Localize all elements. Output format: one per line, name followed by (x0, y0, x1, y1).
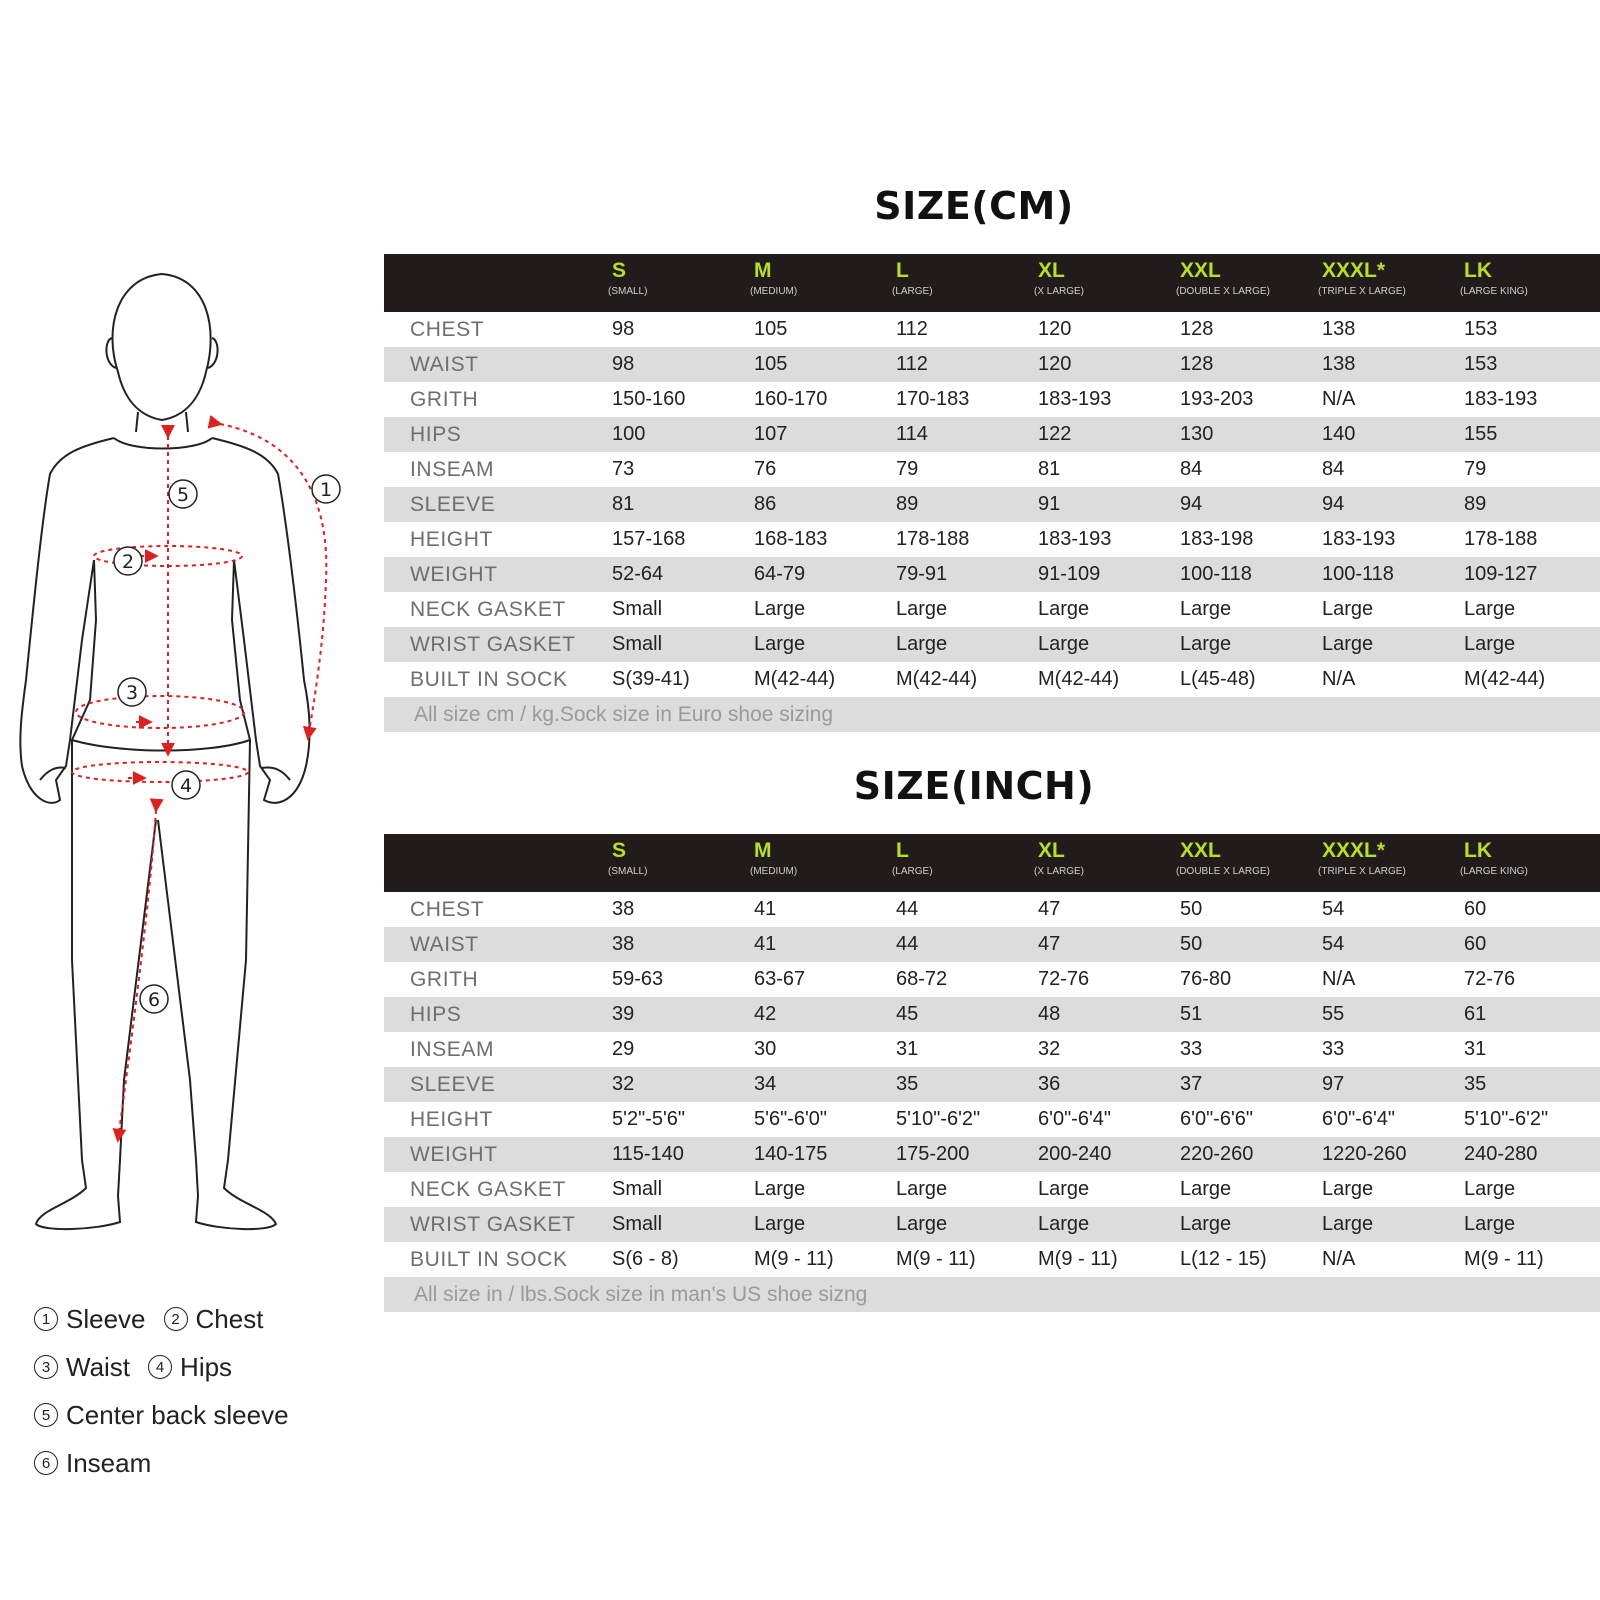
table-row (384, 627, 1600, 662)
legend-number: 2 (164, 1307, 188, 1331)
table-cell: 107 (754, 417, 896, 452)
table-cell: 183-198 (1180, 528, 1254, 550)
table-cell: 54 (1322, 898, 1345, 920)
table-cell: 50 (1180, 927, 1322, 962)
table-cell: 32 (1038, 1038, 1061, 1060)
size-header-xl (1034, 834, 1180, 892)
size-description: (MEDIUM) (750, 866, 798, 877)
table-row (384, 927, 1600, 962)
table-cell: Large (1464, 598, 1516, 620)
size-code: LK (1464, 259, 1492, 282)
table-cell: 59-63 (612, 968, 664, 990)
table-cell: 150-160 (612, 388, 686, 410)
table-row (384, 312, 1600, 347)
table-row (384, 997, 1600, 1032)
table-cell: 178-188 (896, 528, 970, 550)
size-description: (TRIPLE X LARGE) (1318, 286, 1406, 297)
legend-label: Inseam (66, 1447, 152, 1478)
table-cell: 39 (612, 997, 754, 1032)
size-cm-title: SIZE(CM) (874, 184, 1074, 228)
table-cell: N/A (1322, 968, 1356, 990)
size-code: XXL (1180, 259, 1221, 282)
size-code: M (754, 259, 772, 282)
table-cell: 89 (1464, 487, 1600, 522)
row-label: BUILT IN SOCK (410, 1247, 568, 1271)
table-cell: Large (896, 598, 948, 620)
legend-item-inseam (34, 1448, 151, 1479)
legend-label: Sleeve (66, 1303, 146, 1334)
row-label: HIPS (384, 417, 612, 452)
size-inch-table (384, 834, 1600, 1312)
table-cell: 76-80 (1180, 968, 1232, 990)
header-empty-cell (384, 834, 612, 892)
size-description: (TRIPLE X LARGE) (1318, 866, 1406, 877)
table-cell: 33 (1180, 1038, 1203, 1060)
table-cell: 175-200 (896, 1137, 1038, 1172)
table-cell: 114 (896, 417, 1038, 452)
table-cell: 94 (1322, 487, 1464, 522)
table-cell: 6'0"-6'4" (1322, 1108, 1395, 1130)
size-description: (X LARGE) (1034, 286, 1085, 297)
table-cell: 168-183 (754, 528, 828, 550)
table-cell: 31 (1464, 1038, 1487, 1060)
table-cell: Large (1038, 1178, 1090, 1200)
size-description: (X LARGE) (1034, 866, 1085, 877)
table-cell: 29 (612, 1038, 635, 1060)
table-cell: Large (1180, 627, 1322, 662)
table-cell: 79-91 (896, 557, 1038, 592)
table-cell: Small (612, 1207, 754, 1242)
marker-waist: 3 (125, 682, 139, 704)
table-cell: Large (896, 1207, 1038, 1242)
legend-item-sleeve (34, 1304, 146, 1335)
table-cell: 44 (896, 898, 919, 920)
table-cell: 89 (896, 487, 1038, 522)
size-header-l (892, 834, 1038, 892)
table-cell: 183-193 (1464, 388, 1538, 410)
table-cell: M(9 - 11) (754, 1248, 834, 1270)
legend-item-center-back-sleeve (34, 1400, 289, 1431)
table-row (384, 592, 1600, 627)
table-cell: Large (754, 1207, 896, 1242)
table-cell: 81 (1038, 458, 1061, 480)
table-cell: 60 (1464, 927, 1600, 962)
table-cell: 86 (754, 487, 896, 522)
table-cell: 51 (1180, 997, 1322, 1032)
table-row (384, 417, 1600, 452)
table-cell: 47 (1038, 898, 1061, 920)
size-header-m (750, 834, 896, 892)
table-cell: 120 (1038, 347, 1180, 382)
table-cell: Large (1038, 627, 1180, 662)
size-header-row (384, 254, 1600, 312)
table-cell: 105 (754, 347, 896, 382)
legend-row (34, 1439, 374, 1487)
table-cell: Large (896, 1178, 948, 1200)
table-cell: M(9 - 11) (1464, 1248, 1544, 1270)
table-cell: 100 (612, 417, 754, 452)
legend-number: 3 (34, 1355, 58, 1379)
table-cell: 160-170 (754, 388, 828, 410)
table-cell: 157-168 (612, 528, 686, 550)
row-label: GRITH (410, 387, 479, 411)
size-code: L (896, 259, 909, 282)
table-cell: 73 (612, 458, 635, 480)
size-description: (SMALL) (608, 866, 648, 877)
table-cell: Large (1038, 598, 1090, 620)
header-empty-cell (384, 254, 612, 312)
table-cell: 5'2"-5'6" (612, 1108, 685, 1130)
table-cell: 79 (896, 458, 919, 480)
table-cell: 50 (1180, 898, 1203, 920)
table-cell: 38 (612, 898, 635, 920)
row-label: CHEST (410, 317, 485, 341)
table-cell: 5'10"-6'2" (1464, 1108, 1549, 1130)
table-cell: M(42-44) (1038, 668, 1120, 690)
table-cell: 112 (896, 318, 928, 340)
table-cell: 193-203 (1180, 388, 1254, 410)
table-cell: 105 (754, 318, 788, 340)
legend-label: Center back sleeve (66, 1399, 289, 1430)
table-cell: 33 (1322, 1038, 1345, 1060)
row-label: NECK GASKET (410, 1177, 566, 1201)
table-row (384, 1172, 1600, 1207)
table-cell: Large (754, 1178, 806, 1200)
size-description: (DOUBLE X LARGE) (1176, 286, 1270, 297)
table-cell: 120 (1038, 318, 1072, 340)
table-cell: 81 (612, 487, 754, 522)
table-cell: 1220-260 (1322, 1137, 1464, 1172)
table-cell: 79 (1464, 458, 1487, 480)
table-cell: 220-260 (1180, 1137, 1322, 1172)
table-row (384, 1137, 1600, 1172)
size-code: XXL (1180, 839, 1221, 862)
table-cell: 100-118 (1180, 557, 1322, 592)
table-cell: Large (1038, 1207, 1180, 1242)
table-cell: Large (1464, 1207, 1600, 1242)
table-cell: Large (1464, 627, 1600, 662)
table-cell: 6'0"-6'4" (1038, 1108, 1111, 1130)
table-cell: 94 (1180, 487, 1322, 522)
marker-center-back-sleeve: 5 (176, 484, 190, 506)
table-cell: 41 (754, 898, 777, 920)
row-label: CHEST (410, 897, 485, 921)
row-label: INSEAM (410, 1037, 495, 1061)
table-cell: 47 (1038, 927, 1180, 962)
table-cell: Large (1180, 1207, 1322, 1242)
table-cell: L(45-48) (1180, 668, 1256, 690)
size-header-s (608, 834, 754, 892)
table-cell: N/A (1322, 1248, 1356, 1270)
table-cell: 98 (612, 318, 635, 340)
table-row (384, 557, 1600, 592)
size-header-xl (1034, 254, 1180, 312)
table-cell: 36 (1038, 1067, 1180, 1102)
table-cell: M(9 - 11) (896, 1248, 976, 1270)
table-cell: 97 (1322, 1067, 1464, 1102)
legend-number: 4 (148, 1355, 172, 1379)
row-label: WEIGHT (384, 1137, 612, 1172)
table-cell: M(42-44) (1464, 668, 1546, 690)
size-code: M (754, 839, 772, 862)
table-cell: Small (612, 1178, 663, 1200)
table-row (384, 382, 1600, 417)
legend-number: 6 (34, 1451, 58, 1475)
table-note: All size in / lbs.Sock size in man's US shoe sizng (384, 1277, 1600, 1312)
table-row (384, 1242, 1600, 1277)
table-cell: Small (612, 627, 754, 662)
table-cell: 31 (896, 1038, 919, 1060)
row-label: NECK GASKET (410, 597, 566, 621)
table-cell: 60 (1464, 898, 1487, 920)
table-cell: 34 (754, 1067, 896, 1102)
table-cell: 240-280 (1464, 1137, 1600, 1172)
size-description: (LARGE) (892, 866, 933, 877)
size-code: S (612, 259, 627, 282)
table-cell: 138 (1322, 347, 1464, 382)
legend-label: Chest (195, 1303, 264, 1334)
marker-sleeve: 1 (319, 479, 333, 501)
table-cell: M(42-44) (754, 668, 836, 690)
size-header-s (608, 254, 754, 312)
table-cell: 45 (896, 997, 1038, 1032)
table-cell: Large (754, 598, 806, 620)
body-measurement-figure (0, 260, 360, 1260)
table-cell: Large (1322, 598, 1374, 620)
table-cell: 115-140 (612, 1137, 754, 1172)
table-cell: 72-76 (1038, 968, 1090, 990)
table-cell: 54 (1322, 927, 1464, 962)
table-cell: 48 (1038, 997, 1180, 1032)
size-description: (MEDIUM) (750, 286, 798, 297)
table-cell: M(9 - 11) (1038, 1248, 1118, 1270)
size-code: XL (1038, 839, 1065, 862)
legend-item-hips (148, 1352, 232, 1383)
table-cell: 41 (754, 927, 896, 962)
table-row (384, 487, 1600, 522)
size-code: S (612, 839, 627, 862)
table-cell: Large (1464, 1178, 1516, 1200)
size-inch-title: SIZE(INCH) (853, 764, 1095, 808)
row-label: SLEEVE (384, 487, 612, 522)
table-cell: 183-193 (1038, 388, 1112, 410)
table-cell: Large (1322, 1178, 1374, 1200)
size-header-lk (1460, 254, 1600, 312)
table-cell: 35 (896, 1067, 1038, 1102)
table-cell: 128 (1180, 318, 1214, 340)
table-cell: 91-109 (1038, 557, 1180, 592)
size-description: (LARGE KING) (1460, 866, 1528, 877)
legend-item-chest (164, 1304, 264, 1335)
table-cell: 84 (1322, 458, 1345, 480)
table-row (384, 1102, 1600, 1137)
table-cell: 35 (1464, 1067, 1600, 1102)
table-cell: N/A (1322, 388, 1356, 410)
row-label: HEIGHT (410, 527, 493, 551)
size-code: L (896, 839, 909, 862)
table-cell: 98 (612, 347, 754, 382)
legend-row (34, 1295, 374, 1343)
marker-hips: 4 (179, 775, 193, 797)
table-row (384, 522, 1600, 557)
table-cell: 140 (1322, 417, 1464, 452)
size-header-xxxl (1318, 834, 1464, 892)
size-header-xxxl (1318, 254, 1464, 312)
table-cell: 42 (754, 997, 896, 1032)
table-cell: S(39-41) (612, 668, 690, 690)
measurement-legend (34, 1295, 374, 1487)
table-cell: 6'0"-6'6" (1180, 1108, 1253, 1130)
legend-label: Hips (180, 1351, 233, 1382)
size-cm-table (384, 254, 1600, 732)
table-cell: 122 (1038, 417, 1180, 452)
table-cell: 72-76 (1464, 968, 1516, 990)
table-cell: Large (1322, 1207, 1464, 1242)
legend-item-waist (34, 1352, 130, 1383)
table-cell: 63-67 (754, 968, 806, 990)
table-note: All size cm / kg.Sock size in Euro shoe sizing (384, 697, 1600, 732)
table-cell: Small (612, 598, 663, 620)
size-code: XXXL* (1322, 839, 1386, 862)
size-header-xxl (1176, 834, 1322, 892)
marker-inseam: 6 (147, 989, 161, 1011)
row-label: HEIGHT (410, 1107, 493, 1131)
table-cell: 76 (754, 458, 777, 480)
table-cell: 112 (896, 347, 1038, 382)
table-cell: 183-193 (1038, 528, 1112, 550)
marker-chest: 2 (121, 551, 135, 573)
table-cell: 32 (612, 1067, 754, 1102)
table-cell: 37 (1180, 1067, 1322, 1102)
table-cell: 138 (1322, 318, 1356, 340)
table-cell: 128 (1180, 347, 1322, 382)
legend-number: 1 (34, 1307, 58, 1331)
size-header-xxl (1176, 254, 1322, 312)
table-cell: 183-193 (1322, 528, 1396, 550)
size-code: XL (1038, 259, 1065, 282)
size-header-l (892, 254, 1038, 312)
size-description: (DOUBLE X LARGE) (1176, 866, 1270, 877)
size-header-row (384, 834, 1600, 892)
table-row (384, 347, 1600, 382)
size-description: (LARGE) (892, 286, 933, 297)
note-row (384, 1277, 1600, 1312)
figure-head (112, 274, 210, 420)
row-label: WEIGHT (384, 557, 612, 592)
table-row (384, 662, 1600, 697)
row-label: BUILT IN SOCK (410, 667, 568, 691)
table-row (384, 962, 1600, 997)
row-label: WAIST (384, 927, 612, 962)
table-cell: 178-188 (1464, 528, 1538, 550)
size-description: (SMALL) (608, 286, 648, 297)
size-header-m (750, 254, 896, 312)
table-cell: 5'6"-6'0" (754, 1108, 827, 1130)
table-cell: 5'10"-6'2" (896, 1108, 981, 1130)
table-cell: 155 (1464, 417, 1600, 452)
table-cell: 109-127 (1464, 557, 1600, 592)
table-cell: Large (1322, 627, 1464, 662)
legend-number: 5 (34, 1403, 58, 1427)
table-cell: 84 (1180, 458, 1203, 480)
table-cell: Large (1180, 598, 1232, 620)
table-cell: 100-118 (1322, 557, 1464, 592)
table-row (384, 1067, 1600, 1102)
table-cell: Large (896, 627, 1038, 662)
table-cell: 38 (612, 927, 754, 962)
row-label: INSEAM (410, 457, 495, 481)
table-cell: 170-183 (896, 388, 970, 410)
table-row (384, 1207, 1600, 1242)
table-cell: 52-64 (612, 557, 754, 592)
note-row (384, 697, 1600, 732)
table-cell: 91 (1038, 487, 1180, 522)
size-description: (LARGE KING) (1460, 286, 1528, 297)
table-cell: 64-79 (754, 557, 896, 592)
table-row (384, 452, 1600, 487)
table-cell: 30 (754, 1038, 777, 1060)
table-cell: 200-240 (1038, 1137, 1180, 1172)
row-label: WRIST GASKET (384, 627, 612, 662)
size-code: LK (1464, 839, 1492, 862)
table-cell: 140-175 (754, 1137, 896, 1172)
table-cell: 61 (1464, 997, 1600, 1032)
table-cell: 68-72 (896, 968, 948, 990)
table-cell: Large (1180, 1178, 1232, 1200)
legend-row (34, 1343, 374, 1391)
table-cell: L(12 - 15) (1180, 1248, 1267, 1270)
size-header-lk (1460, 834, 1600, 892)
table-cell: Large (754, 627, 896, 662)
row-label: WAIST (384, 347, 612, 382)
row-label: SLEEVE (384, 1067, 612, 1102)
table-cell: M(42-44) (896, 668, 978, 690)
size-code: XXXL* (1322, 259, 1386, 282)
table-row (384, 892, 1600, 927)
table-cell: 44 (896, 927, 1038, 962)
row-label: GRITH (410, 967, 479, 991)
row-label: HIPS (384, 997, 612, 1032)
legend-label: Waist (66, 1351, 131, 1382)
table-cell: N/A (1322, 668, 1356, 690)
table-cell: S(6 - 8) (612, 1248, 679, 1270)
table-cell: 153 (1464, 318, 1498, 340)
table-row (384, 1032, 1600, 1067)
legend-row (34, 1391, 374, 1439)
table-cell: 130 (1180, 417, 1322, 452)
table-cell: 55 (1322, 997, 1464, 1032)
table-cell: 153 (1464, 347, 1600, 382)
row-label: WRIST GASKET (384, 1207, 612, 1242)
